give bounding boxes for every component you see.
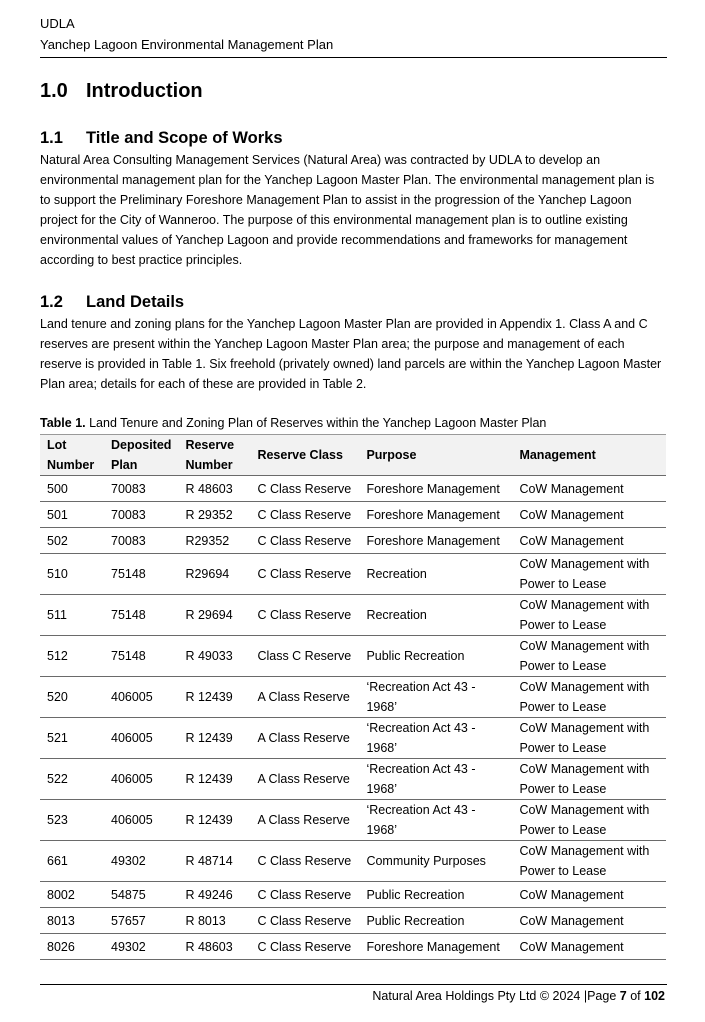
table-row <box>40 528 666 554</box>
table-cell: 406005 <box>104 718 178 759</box>
table-row <box>40 882 666 908</box>
table-cell: Public Recreation <box>359 636 512 677</box>
table-cell: C Class Reserve <box>250 476 359 502</box>
table-cell: 501 <box>40 502 104 528</box>
section-heading-introduction <box>40 78 203 104</box>
footer-divider <box>40 984 667 985</box>
table-cell: R 49246 <box>178 882 250 908</box>
table-cell: A Class Reserve <box>250 800 359 841</box>
column-header: Purpose <box>359 435 512 476</box>
table-cell: CoW Management with Power to Lease <box>512 677 666 718</box>
table-row <box>40 934 666 960</box>
column-header: Reserve Class <box>250 435 359 476</box>
table-cell: 75148 <box>104 595 178 636</box>
table-cell: Recreation <box>359 595 512 636</box>
table-cell: CoW Management with Power to Lease <box>512 554 666 595</box>
table-cell: 8013 <box>40 908 104 934</box>
subsection-number: 1.2 <box>40 293 63 311</box>
section-number: 1.0 <box>40 80 68 102</box>
table-row <box>40 677 666 718</box>
footer-copyright: Natural Area Holdings Pty Ltd © 2024 <box>372 989 581 1003</box>
subsection-title: Title and Scope of Works <box>86 129 283 147</box>
table-cell: R 48603 <box>178 934 250 960</box>
table-row <box>40 841 666 882</box>
table-cell: 520 <box>40 677 104 718</box>
table-cell: A Class Reserve <box>250 759 359 800</box>
table-cell: Foreshore Management <box>359 528 512 554</box>
table-cell: 511 <box>40 595 104 636</box>
table-cell: ‘Recreation Act 43 - 1968’ <box>359 759 512 800</box>
table-row <box>40 554 666 595</box>
table-cell: CoW Management with Power to Lease <box>512 800 666 841</box>
table-cell: 406005 <box>104 800 178 841</box>
table-cell: CoW Management with Power to Lease <box>512 759 666 800</box>
table-caption-label: Table 1. <box>40 416 86 430</box>
table-cell: 75148 <box>104 636 178 677</box>
table-caption-text: Land Tenure and Zoning Plan of Reserves within the Yanchep Lagoon Master Plan <box>89 416 547 430</box>
table-cell: CoW Management with Power to Lease <box>512 718 666 759</box>
table-cell: A Class Reserve <box>250 677 359 718</box>
table-cell: 502 <box>40 528 104 554</box>
table-body <box>40 476 666 960</box>
footer <box>372 987 665 1005</box>
table-cell: R29694 <box>178 554 250 595</box>
reserves-table <box>40 434 666 960</box>
table-cell: R 12439 <box>178 677 250 718</box>
table-cell: C Class Reserve <box>250 502 359 528</box>
table-cell: 406005 <box>104 759 178 800</box>
table-cell: 522 <box>40 759 104 800</box>
footer-page-total: 102 <box>644 989 665 1003</box>
table-cell: 523 <box>40 800 104 841</box>
column-header: Deposited Plan <box>104 435 178 476</box>
land-details-paragraph: Land tenure and zoning plans for the Yanchep Lagoon Master Plan are provided in Appendix 1. Class A and C reserves are present within the Yanchep Lagoon Master Plan area; the purpose and management of each reserve is provided in Table 1. Six freehold (privately owned) land parcels are within the Yanchep Lagoon Master Plan area; details for each of these are provided in Table 2. <box>40 317 662 391</box>
table-cell: Public Recreation <box>359 882 512 908</box>
table-cell: 661 <box>40 841 104 882</box>
table-cell: Class C Reserve <box>250 636 359 677</box>
table-cell: ‘Recreation Act 43 - 1968’ <box>359 677 512 718</box>
table-row <box>40 759 666 800</box>
footer-page-current: 7 <box>619 989 627 1003</box>
table-cell: R 49033 <box>178 636 250 677</box>
table-cell: C Class Reserve <box>250 908 359 934</box>
table-cell: R 29352 <box>178 502 250 528</box>
table-row <box>40 502 666 528</box>
table-row <box>40 800 666 841</box>
table-cell: C Class Reserve <box>250 882 359 908</box>
table-cell: 521 <box>40 718 104 759</box>
subsection-heading-land-details <box>40 291 184 313</box>
table-cell: 510 <box>40 554 104 595</box>
table-cell: CoW Management with Power to Lease <box>512 841 666 882</box>
table-cell: 54875 <box>104 882 178 908</box>
table-cell: C Class Reserve <box>250 841 359 882</box>
table-cell: 49302 <box>104 934 178 960</box>
table-cell: R29352 <box>178 528 250 554</box>
subsection-heading-scope <box>40 127 283 149</box>
table-cell: R 8013 <box>178 908 250 934</box>
table-cell: Public Recreation <box>359 908 512 934</box>
table-header-row <box>40 435 666 476</box>
table-row <box>40 595 666 636</box>
table-cell: ‘Recreation Act 43 - 1968’ <box>359 718 512 759</box>
footer-page-prefix: |Page <box>583 989 617 1003</box>
table-cell: 75148 <box>104 554 178 595</box>
table-row <box>40 718 666 759</box>
table-cell: C Class Reserve <box>250 934 359 960</box>
table-cell: R 29694 <box>178 595 250 636</box>
table-cell: ‘Recreation Act 43 - 1968’ <box>359 800 512 841</box>
table-cell: Recreation <box>359 554 512 595</box>
table-row <box>40 908 666 934</box>
table-cell: 512 <box>40 636 104 677</box>
table-cell: 70083 <box>104 528 178 554</box>
subsection-number: 1.1 <box>40 129 63 147</box>
table-cell: R 12439 <box>178 718 250 759</box>
table-cell: C Class Reserve <box>250 595 359 636</box>
table-cell: CoW Management <box>512 502 666 528</box>
table-cell: 70083 <box>104 476 178 502</box>
table-cell: CoW Management <box>512 528 666 554</box>
scope-paragraph: Natural Area Consulting Management Services (Natural Area) was contracted by UDLA to develop an environmental management plan for the Yanchep Lagoon Master Plan. The environmental management plan is to support the Preliminary Foreshore Management Plan to assist in the progression of the Yanchep Lagoon project for the City of Wanneroo. The purpose of this environmental management plan is to outline existing environmental values of Yanchep Lagoon and provide recommendations and frameworks for management according to best practice principles. <box>40 153 655 267</box>
table-cell: Foreshore Management <box>359 476 512 502</box>
column-header: Lot Number <box>40 435 104 476</box>
table-cell: CoW Management <box>512 476 666 502</box>
table-cell: CoW Management <box>512 934 666 960</box>
table-cell: 406005 <box>104 677 178 718</box>
table-cell: CoW Management with Power to Lease <box>512 595 666 636</box>
table-row <box>40 636 666 677</box>
table-cell: CoW Management with Power to Lease <box>512 636 666 677</box>
table-cell: Foreshore Management <box>359 502 512 528</box>
column-header: Management <box>512 435 666 476</box>
table-cell: CoW Management <box>512 882 666 908</box>
header-org: UDLA <box>40 16 75 31</box>
table-cell: 8026 <box>40 934 104 960</box>
subsection-title: Land Details <box>86 293 185 311</box>
table-cell: R 48714 <box>178 841 250 882</box>
header-doc-title: Yanchep Lagoon Environmental Management Plan <box>40 37 334 52</box>
table-cell: C Class Reserve <box>250 554 359 595</box>
table-cell: 8002 <box>40 882 104 908</box>
column-header: Reserve Number <box>178 435 250 476</box>
table-cell: Community Purposes <box>359 841 512 882</box>
table-cell: R 12439 <box>178 759 250 800</box>
header-divider <box>40 57 667 58</box>
table-cell: A Class Reserve <box>250 718 359 759</box>
table-cell: R 48603 <box>178 476 250 502</box>
table-cell: CoW Management <box>512 908 666 934</box>
table-cell: R 12439 <box>178 800 250 841</box>
table-cell: Foreshore Management <box>359 934 512 960</box>
table-cell: 70083 <box>104 502 178 528</box>
table-cell: 49302 <box>104 841 178 882</box>
table-cell: 500 <box>40 476 104 502</box>
table-caption <box>40 414 546 432</box>
footer-page-of: of <box>630 989 641 1003</box>
section-title: Introduction <box>86 80 203 102</box>
table-cell: C Class Reserve <box>250 528 359 554</box>
table-cell: 57657 <box>104 908 178 934</box>
table-row <box>40 476 666 502</box>
